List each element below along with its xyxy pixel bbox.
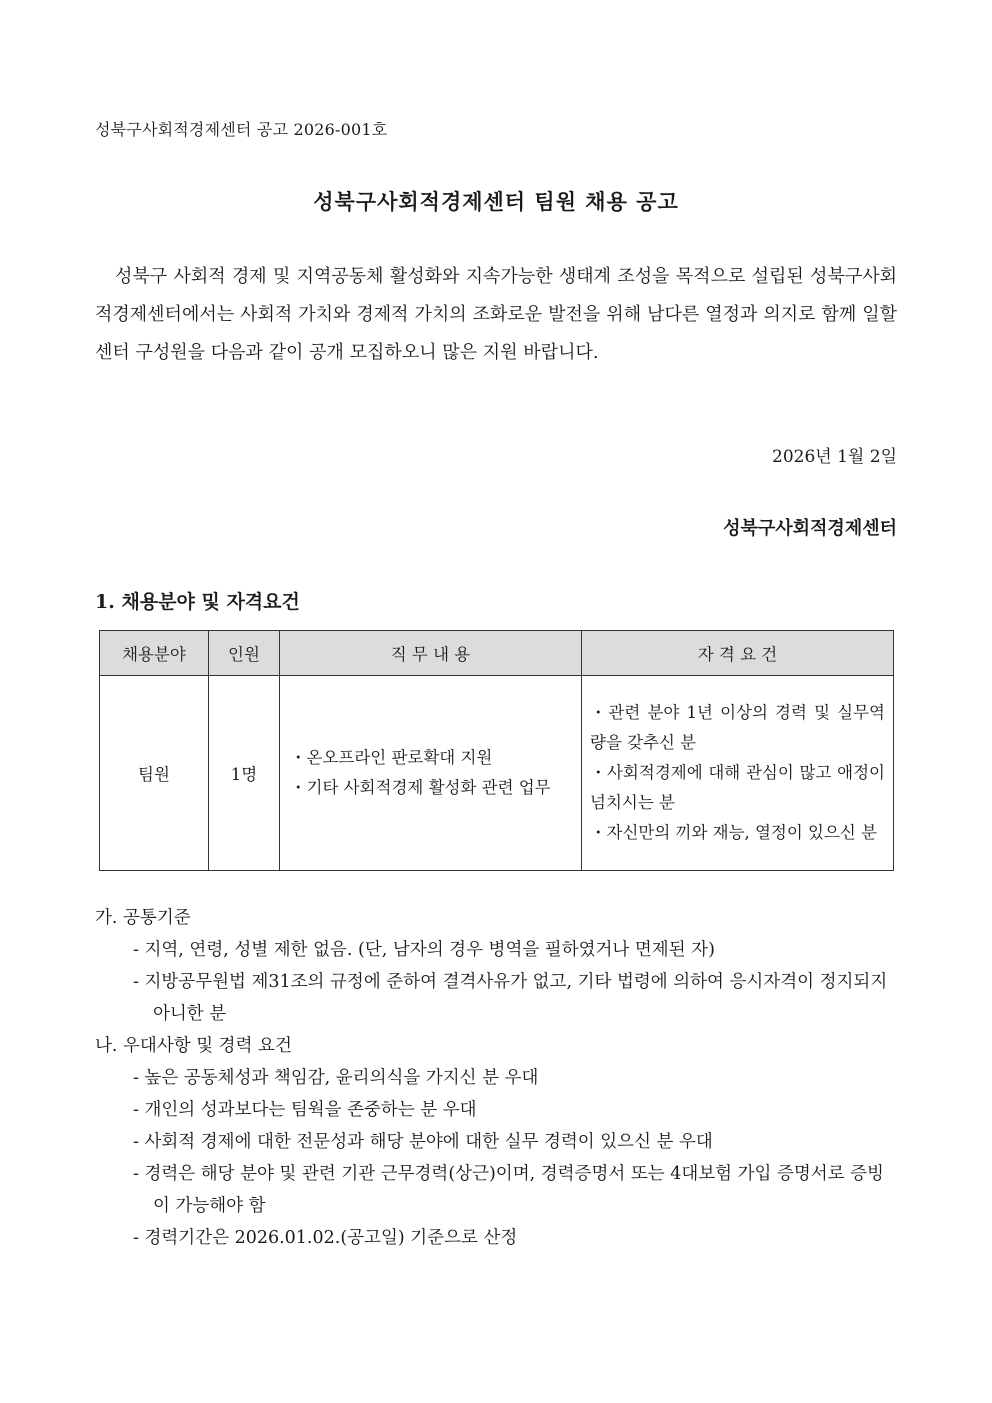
qualification-item: ・자신만의 끼와 재능, 열정이 있으신 분 (590, 823, 878, 842)
list-item: - 경력은 해당 분야 및 관련 기관 근무경력(상근)이며, 경력증명서 또는 4대보험 가입 증명서로 증빙이 가능해야 함 (133, 1164, 884, 1216)
organization-name: 성북구사회적경제센터 (723, 518, 897, 539)
qualification-item: ・관련 분야 1년 이상의 경력 및 실무역량을 갖추신 분 (590, 703, 885, 752)
list-item: - 지역, 연령, 성별 제한 없음. (단, 남자의 경우 병역을 필하였거나 면제된 자) (133, 940, 715, 960)
cell-count: 1명 (209, 676, 280, 871)
duty-item: ・기타 사회적경제 활성화 관련 업무 (290, 778, 551, 797)
list-item: - 사회적 경제에 대한 전문성과 해당 분야에 대한 실무 경력이 있으신 분 우대 (133, 1132, 713, 1152)
notice-date: 2026년 1월 2일 (772, 447, 897, 467)
qualification-item: ・사회적경제에 대해 관심이 많고 애정이 넘치시는 분 (590, 763, 885, 812)
cell-field: 팀원 (100, 676, 209, 871)
cell-duties (280, 676, 582, 871)
table-row (100, 676, 894, 871)
header-count: 인원 (209, 631, 280, 676)
cell-qualifications (582, 676, 894, 871)
header-qualifications: 자 격 요 건 (582, 631, 894, 676)
table-header-row (100, 631, 894, 676)
duty-item: ・온오프라인 판로확대 지원 (290, 748, 493, 767)
list-item: - 지방공무원법 제31조의 규정에 준하여 결격사유가 없고, 기타 법령에 의하여 응시자격이 정지되지 아니한 분 (133, 972, 888, 1024)
common-criteria-heading: 가. 공통기준 (95, 908, 191, 928)
section-title-recruitment: 1. 채용분야 및 자격요건 (95, 591, 300, 613)
criteria-section (95, 902, 895, 1254)
header-duties: 직 무 내 용 (280, 631, 582, 676)
intro-text: 성북구 사회적 경제 및 지역공동체 활성화와 지속가능한 생태계 조성을 목적으로 설립된 성북구사회적경제센터에서는 사회적 가치와 경제적 가치의 조화로운 발전을 위해 남다른 열정과 의지로 함께 일할 센터 구성원을 다음과 같이 공개 모집하오니 많은 지원 바랍니다. (95, 266, 897, 363)
recruitment-table (99, 630, 894, 871)
intro-paragraph (95, 258, 897, 372)
preference-heading: 나. 우대사항 및 경력 요건 (95, 1036, 292, 1056)
notice-number: 성북구사회적경제센터 공고 2026-001호 (95, 120, 388, 139)
header-field: 채용분야 (100, 631, 209, 676)
page-title: 성북구사회적경제센터 팀원 채용 공고 (313, 189, 679, 214)
list-item: - 개인의 성과보다는 팀웍을 존중하는 분 우대 (133, 1100, 477, 1120)
list-item: - 높은 공동체성과 책임감, 윤리의식을 가지신 분 우대 (133, 1068, 539, 1088)
list-item: - 경력기간은 2026.01.02.(공고일) 기준으로 산정 (133, 1228, 518, 1248)
